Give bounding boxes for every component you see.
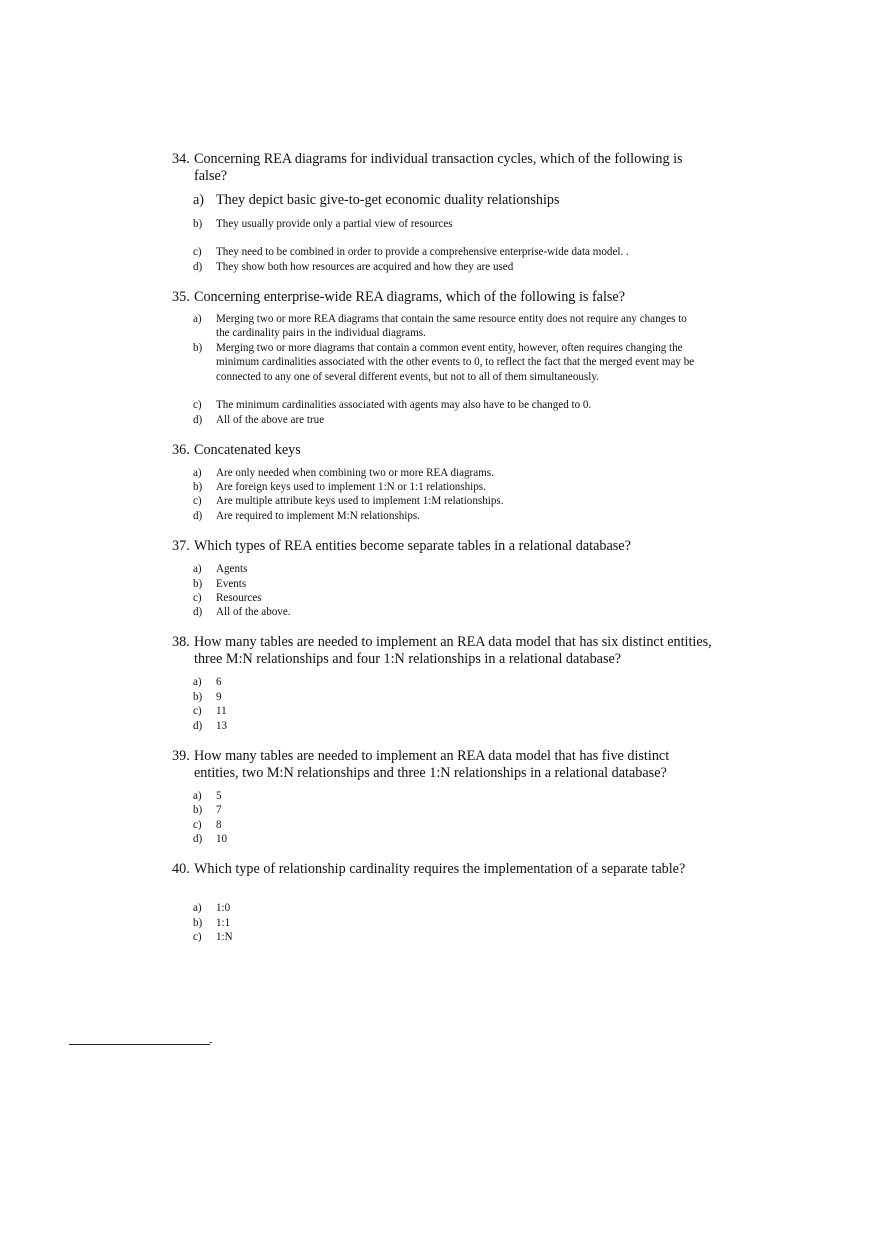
option-text: Merging two or more REA diagrams that contain the same resource entity does not require any changes to the cardinality pairs in the individual diagrams. bbox=[216, 313, 687, 340]
option-letter: b) bbox=[193, 804, 203, 816]
option-text: Resources bbox=[216, 592, 262, 604]
option-34-c bbox=[193, 245, 698, 259]
option-letter: b) bbox=[193, 691, 203, 703]
option-text: The minimum cardinalities associated with agents may also have to be changed to 0. bbox=[216, 399, 592, 411]
option-text: They usually provide only a partial view of resources bbox=[216, 218, 453, 230]
option-38-c bbox=[193, 704, 698, 718]
option-37-a bbox=[193, 562, 698, 576]
option-text: 1:N bbox=[216, 931, 233, 943]
option-39-a bbox=[193, 789, 698, 803]
question-text: Concatenated keys bbox=[194, 442, 301, 458]
option-39-b bbox=[193, 803, 698, 817]
option-36-d bbox=[193, 509, 698, 523]
option-letter: d) bbox=[193, 261, 203, 273]
option-letter: a) bbox=[193, 676, 202, 688]
option-39-d bbox=[193, 832, 698, 846]
option-34-a bbox=[193, 192, 698, 209]
question-36 bbox=[172, 442, 717, 459]
option-37-c bbox=[193, 591, 698, 605]
question-number: 38. bbox=[172, 634, 190, 650]
option-text: Are required to implement M:N relationships. bbox=[216, 510, 420, 522]
question-number: 40. bbox=[172, 861, 190, 877]
option-34-b bbox=[193, 217, 698, 231]
option-35-d bbox=[193, 413, 698, 427]
question-40 bbox=[172, 861, 717, 878]
option-text: Are only needed when combining two or more REA diagrams. bbox=[216, 467, 494, 479]
option-36-b bbox=[193, 480, 698, 494]
option-36-a bbox=[193, 466, 698, 480]
option-letter: b) bbox=[193, 917, 203, 929]
option-40-b bbox=[193, 916, 698, 930]
option-letter: c) bbox=[193, 931, 202, 943]
question-number: 39. bbox=[172, 748, 190, 764]
option-letter: c) bbox=[193, 399, 202, 411]
question-number: 37. bbox=[172, 538, 190, 554]
question-39 bbox=[172, 748, 717, 781]
option-letter: b) bbox=[193, 342, 203, 354]
option-letter: a) bbox=[193, 467, 202, 479]
option-38-a bbox=[193, 675, 698, 689]
option-letter: d) bbox=[193, 833, 203, 845]
option-text: 13 bbox=[216, 720, 228, 732]
question-38 bbox=[172, 634, 717, 667]
question-34 bbox=[172, 151, 717, 184]
option-text: Merging two or more diagrams that contain a common event entity, however, often requires changing the minimum cardinalities associated with the other events to 0, to reflect the fact that the merged event may be connected to any one of several different events, but not to all of them simultaneously. bbox=[216, 342, 695, 383]
option-text: 10 bbox=[216, 833, 228, 845]
option-letter: d) bbox=[193, 720, 203, 732]
option-35-a bbox=[193, 312, 698, 341]
footnote-dash: - bbox=[209, 1037, 213, 1048]
option-text: They depict basic give-to-get economic duality relationships bbox=[216, 192, 560, 208]
option-text: 5 bbox=[216, 790, 222, 802]
option-text: 6 bbox=[216, 676, 222, 688]
question-text: Which type of relationship cardinality requires the implementation of a separate table? bbox=[194, 861, 686, 877]
option-34-d bbox=[193, 260, 698, 274]
option-letter: a) bbox=[193, 790, 202, 802]
option-text: They show both how resources are acquired and how they are used bbox=[216, 261, 514, 273]
option-letter: b) bbox=[193, 218, 203, 230]
option-40-c bbox=[193, 930, 698, 944]
option-letter: b) bbox=[193, 481, 203, 493]
option-text: Are multiple attribute keys used to implement 1:M relationships. bbox=[216, 495, 504, 507]
option-text: 1:1 bbox=[216, 917, 231, 929]
question-text: Concerning enterprise-wide REA diagrams, which of the following is false? bbox=[194, 289, 626, 305]
option-text: 8 bbox=[216, 819, 222, 831]
option-text: 9 bbox=[216, 691, 222, 703]
option-letter: b) bbox=[193, 578, 203, 590]
option-letter: c) bbox=[193, 246, 202, 258]
option-text: Events bbox=[216, 578, 247, 590]
option-text: 1:0 bbox=[216, 902, 231, 914]
option-letter: a) bbox=[193, 192, 205, 208]
option-35-b bbox=[193, 341, 698, 384]
question-text: Concerning REA diagrams for individual transaction cycles, which of the following is false? bbox=[194, 151, 683, 184]
option-38-b bbox=[193, 690, 698, 704]
question-number: 36. bbox=[172, 442, 190, 458]
option-text: Agents bbox=[216, 563, 248, 575]
question-number: 35. bbox=[172, 289, 190, 305]
option-37-d bbox=[193, 605, 698, 619]
option-text: All of the above are true bbox=[216, 414, 325, 426]
option-text: They need to be combined in order to provide a comprehensive enterprise-wide data model. . bbox=[216, 246, 629, 258]
option-letter: d) bbox=[193, 510, 203, 522]
option-text: 7 bbox=[216, 804, 222, 816]
question-35 bbox=[172, 289, 717, 306]
option-letter: a) bbox=[193, 902, 202, 914]
option-letter: a) bbox=[193, 563, 202, 575]
option-letter: a) bbox=[193, 313, 202, 325]
question-number: 34. bbox=[172, 151, 190, 167]
question-37 bbox=[172, 538, 717, 555]
option-letter: c) bbox=[193, 592, 202, 604]
question-text: Which types of REA entities become separate tables in a relational database? bbox=[194, 538, 631, 554]
option-letter: c) bbox=[193, 495, 202, 507]
option-letter: d) bbox=[193, 414, 203, 426]
option-letter: c) bbox=[193, 705, 202, 717]
option-39-c bbox=[193, 818, 698, 832]
option-35-c bbox=[193, 398, 698, 412]
option-37-b bbox=[193, 577, 698, 591]
question-text: How many tables are needed to implement an REA data model that has six distinct entities, three M:N relationships and four 1:N relationships in a relational database? bbox=[194, 634, 712, 667]
option-text: Are foreign keys used to implement 1:N or 1:1 relationships. bbox=[216, 481, 486, 493]
option-letter: d) bbox=[193, 606, 203, 618]
option-36-c bbox=[193, 494, 698, 508]
option-text: All of the above. bbox=[216, 606, 291, 618]
question-text: How many tables are needed to implement an REA data model that has five distinct entities, two M:N relationships and three 1:N relationships in a relational database? bbox=[194, 748, 670, 781]
footnote-separator bbox=[69, 1044, 210, 1045]
option-text: 11 bbox=[216, 705, 227, 717]
option-40-a bbox=[193, 901, 698, 915]
option-letter: c) bbox=[193, 819, 202, 831]
option-38-d bbox=[193, 719, 698, 733]
